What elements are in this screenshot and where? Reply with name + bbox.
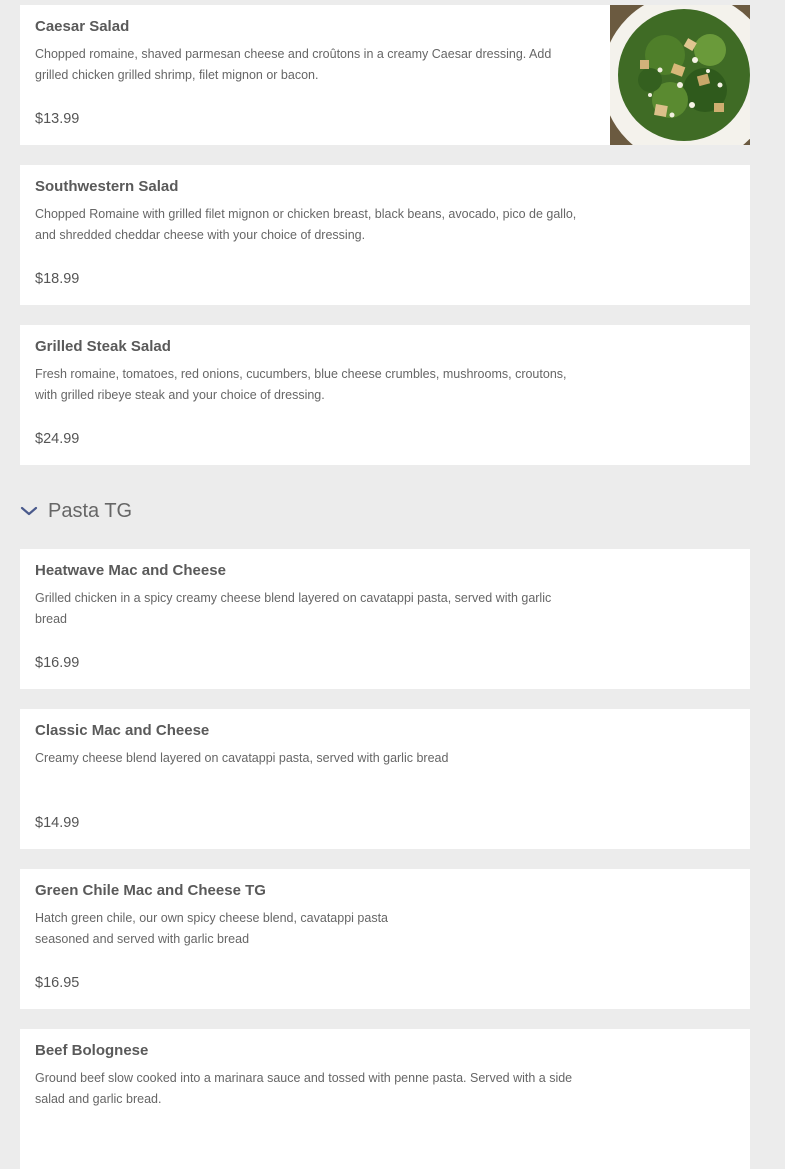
item-name: Caesar Salad <box>35 18 130 35</box>
item-description: Hatch green chile, our own spicy cheese blend, cavatappi pasta seasoned and served with garlic bread <box>35 911 388 946</box>
chevron-down-icon[interactable] <box>20 504 40 518</box>
item-description: Grilled chicken in a spicy creamy cheese blend layered on cavatappi pasta, served with garlic bread <box>35 591 552 626</box>
item-description: Fresh romaine, tomatoes, red onions, cucumbers, blue cheese crumbles, mushrooms, croutons, with grilled ribeye steak and your choice of dressing. <box>35 367 567 402</box>
section-title: Pasta TG <box>48 499 133 522</box>
menu-item-classic-mac-and-cheese[interactable] <box>20 709 750 849</box>
item-price: $16.99 <box>35 655 80 671</box>
item-price: $18.99 <box>35 271 80 287</box>
item-description: Creamy cheese blend layered on cavatappi pasta, served with garlic bread <box>35 751 449 765</box>
menu-item-southwestern-salad[interactable] <box>20 165 750 305</box>
item-name: Heatwave Mac and Cheese <box>35 562 226 579</box>
item-name: Classic Mac and Cheese <box>35 722 210 739</box>
section-header-pasta[interactable] <box>20 497 132 525</box>
item-description: Ground beef slow cooked into a marinara sauce and tossed with penne pasta. Served with a side salad and garlic bread. <box>35 1071 573 1106</box>
item-price: $24.99 <box>35 431 80 447</box>
menu-item-green-chile-mac-and-cheese[interactable] <box>20 869 750 1009</box>
menu-item-heatwave-mac-and-cheese[interactable] <box>20 549 750 689</box>
item-name: Grilled Steak Salad <box>35 338 171 355</box>
caesar-salad-photo[interactable] <box>610 5 750 145</box>
item-description: Chopped romaine, shaved parmesan cheese and croûtons in a creamy Caesar dressing. Add grilled chicken grilled shrimp, filet mignon or bacon. <box>35 47 552 82</box>
item-name: Green Chile Mac and Cheese TG <box>35 882 266 899</box>
item-name: Southwestern Salad <box>35 178 179 195</box>
item-price: $13.99 <box>35 111 80 127</box>
item-price: $14.99 <box>35 815 80 831</box>
menu-item-caesar-salad[interactable] <box>20 5 750 145</box>
item-price: $16.95 <box>35 975 80 991</box>
item-name: Beef Bolognese <box>35 1042 149 1059</box>
menu-item-grilled-steak-salad[interactable] <box>20 325 750 465</box>
item-description: Chopped Romaine with grilled filet mignon or chicken breast, black beans, avocado, pico de gallo, and shredded cheddar cheese with your choice of dressing. <box>35 207 577 242</box>
menu-item-beef-bolognese[interactable] <box>20 1029 750 1169</box>
